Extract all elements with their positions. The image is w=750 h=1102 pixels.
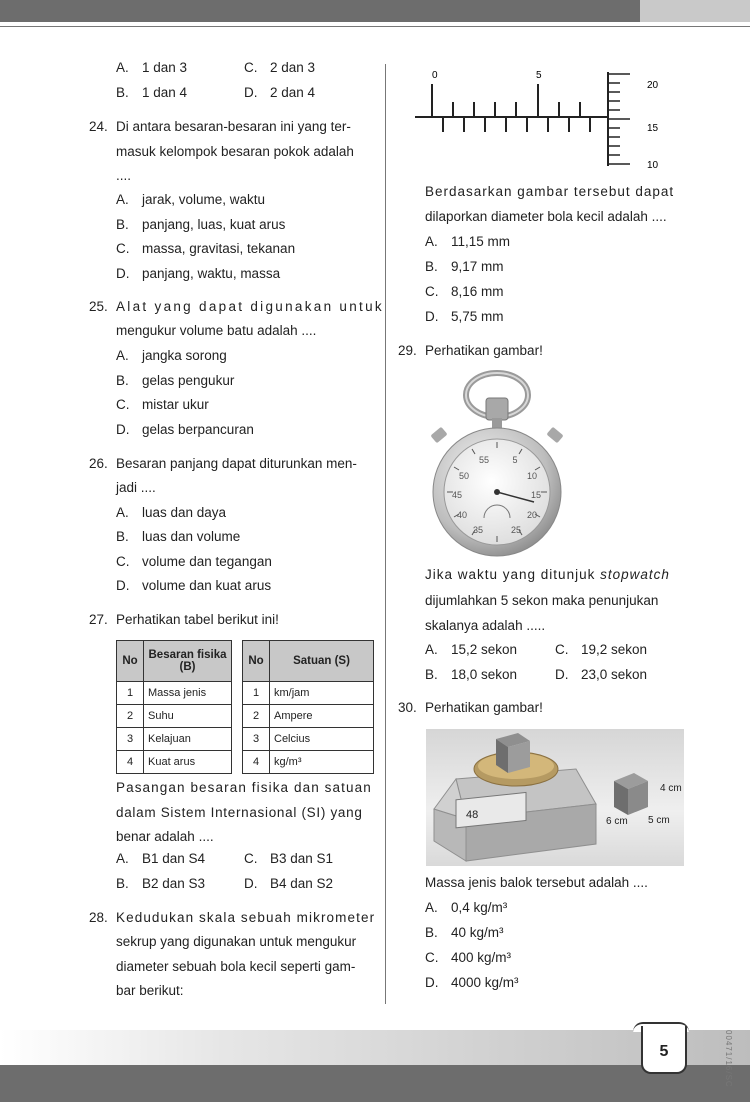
page-number: 5 [641,1026,687,1074]
dial-label: 55 [478,455,490,465]
column-divider [385,64,386,1004]
table-row [117,705,232,728]
question-text-line: dilaporkan diameter bola kecil adalah .... [425,209,667,224]
option-25-d[interactable]: D. gelas berpancuran [116,422,254,437]
table-header: No [117,641,144,682]
question-number: 28. [89,910,108,925]
thimble-label: 20 [647,80,659,91]
footer-bar [0,1065,750,1102]
option-30-d[interactable]: D. 4000 kg/m³ [425,975,519,990]
table-cell: Suhu [144,705,232,728]
option-27-a[interactable]: A. B1 dan S4 [116,851,206,866]
table-row [243,728,374,751]
table-cell: Celcius [270,728,374,751]
table-cell: 4 [117,751,144,774]
question-text-line: dijumlahkan 5 sekon maka penunjukan [425,593,659,608]
table-cell: Kuat arus [144,751,232,774]
table-row [243,705,374,728]
question-text-line: Besaran panjang dapat diturunkan men- [116,456,357,471]
table-cell: Ampere [270,705,374,728]
question-text-line: sekrup yang digunakan untuk mengukur [116,934,357,949]
dimension-label: 4 cm [660,783,682,794]
dial-label: 20 [526,510,538,520]
question-number: 30. [398,700,417,715]
table-besaran [116,640,232,774]
option-29-a[interactable]: A. 15,2 sekon [425,642,518,657]
thimble-label: 10 [647,160,659,171]
question-text-line: Jika waktu yang ditunjuk stopwatch [425,567,670,582]
question-text-line: benar adalah .... [116,829,214,844]
dial-label: 15 [530,490,542,500]
option-24-c[interactable]: C. massa, gravitasi, tekanan [116,241,296,256]
dial-label: 10 [526,471,538,481]
table-header: Besaran fisika (B) [144,641,232,682]
option-28-d[interactable]: D. 5,75 mm [425,309,504,324]
option-29-d[interactable]: D. 23,0 sekon [555,667,648,682]
dial-label: 5 [512,455,518,465]
question-text-line: masuk kelompok besaran pokok adalah [116,144,354,159]
option-26-b[interactable]: B. luas dan volume [116,529,241,544]
option-28-c[interactable]: C. 8,16 mm [425,284,504,299]
option-24-b[interactable]: B. panjang, luas, kuat arus [116,217,286,232]
option-26-c[interactable]: C. volume dan tegangan [116,554,272,569]
question-text-line: Perhatikan tabel berikut ini! [116,612,279,627]
dial-label: 40 [456,510,468,520]
option-27-d[interactable]: D. B4 dan S2 [244,876,334,891]
option-23-b[interactable]: B. 1 dan 4 [116,85,188,100]
question-number: 25. [89,299,108,314]
table-row [117,682,232,705]
table-cell: 2 [117,705,144,728]
table-cell: Massa jenis [144,682,232,705]
option-23-c[interactable]: C. 2 dan 3 [244,60,316,75]
option-30-a[interactable]: A. 0,4 kg/m³ [425,900,508,915]
question-text-line: Massa jenis balok tersebut adalah .... [425,875,648,890]
option-25-a[interactable]: A. jangka sorong [116,348,227,363]
option-30-c[interactable]: C. 400 kg/m³ [425,950,512,965]
question-text-line: Alat yang dapat digunakan untuk [116,299,384,314]
option-23-a[interactable]: A. 1 dan 3 [116,60,188,75]
thimble-label: 15 [647,123,659,134]
question-number: 26. [89,456,108,471]
option-30-b[interactable]: B. 40 kg/m³ [425,925,504,940]
side-code: 00471/16/SC [724,1030,733,1088]
header-rule [0,26,750,27]
question-text-line: Pasangan besaran fisika dan satuan [116,780,372,795]
micrometer-diagram [415,62,675,177]
question-number: 27. [89,612,108,627]
option-29-b[interactable]: B. 18,0 sekon [425,667,518,682]
dimension-label: 6 cm [606,816,628,827]
table-cell: 2 [243,705,270,728]
question-number: 29. [398,343,417,358]
stopwatch-image [422,370,572,560]
option-27-c[interactable]: C. B3 dan S1 [244,851,334,866]
question-text-line: .... [116,168,132,183]
table-row [117,751,232,774]
balance-scale-image [426,729,684,866]
question-text-line: jadi .... [116,480,156,495]
table-cell: 3 [117,728,144,751]
question-text-line: Perhatikan gambar! [425,700,543,715]
footer-gradient [0,1030,750,1065]
scale-display-reading: 48 [466,809,479,821]
table-cell: Kelajuan [144,728,232,751]
question-text-line: Perhatikan gambar! [425,343,543,358]
question-text-line: Kedudukan skala sebuah mikrometer [116,910,376,925]
table-cell: kg/m³ [270,751,374,774]
option-25-b[interactable]: B. gelas pengukur [116,373,235,388]
scale-label: 0 [432,70,438,81]
dial-label: 50 [458,471,470,481]
table-cell: 1 [117,682,144,705]
table-row [243,751,374,774]
option-25-c[interactable]: C. mistar ukur [116,397,209,412]
table-satuan [242,640,374,774]
option-26-d[interactable]: D. volume dan kuat arus [116,578,272,593]
option-26-a[interactable]: A. luas dan daya [116,505,227,520]
table-cell: 1 [243,682,270,705]
table-row [243,682,374,705]
dimension-label: 5 cm [648,815,670,826]
table-header: No [243,641,270,682]
question-number: 24. [89,119,108,134]
option-27-b[interactable]: B. B2 dan S3 [116,876,206,891]
header-bar [0,0,640,22]
question-text-line: Di antara besaran-besaran ini yang ter- [116,119,351,134]
question-text-line: diameter sebuah bola kecil seperti gam- [116,959,356,974]
question-text-line: bar berikut: [116,983,184,998]
option-24-a[interactable]: A. jarak, volume, waktu [116,192,266,207]
question-text-line: dalam Sistem Internasional (SI) yang [116,805,363,820]
option-28-b[interactable]: B. 9,17 mm [425,259,504,274]
table-cell: 4 [243,751,270,774]
scale-label: 5 [536,70,542,81]
question-text-line: skalanya adalah ..... [425,618,546,633]
dial-label: 25 [510,525,522,535]
option-24-d[interactable]: D. panjang, waktu, massa [116,266,281,281]
dial-label: 45 [451,490,463,500]
table-row [117,728,232,751]
header-bar-accent [640,0,750,22]
dial-label: 35 [472,525,484,535]
option-23-d[interactable]: D. 2 dan 4 [244,85,316,100]
table-cell: km/jam [270,682,374,705]
question-text-line: Berdasarkan gambar tersebut dapat [425,184,675,199]
option-29-c[interactable]: C. 19,2 sekon [555,642,648,657]
table-cell: 3 [243,728,270,751]
option-28-a[interactable]: A. 11,15 mm [425,234,511,249]
table-header: Satuan (S) [270,641,374,682]
question-text-line: mengukur volume batu adalah .... [116,323,317,338]
